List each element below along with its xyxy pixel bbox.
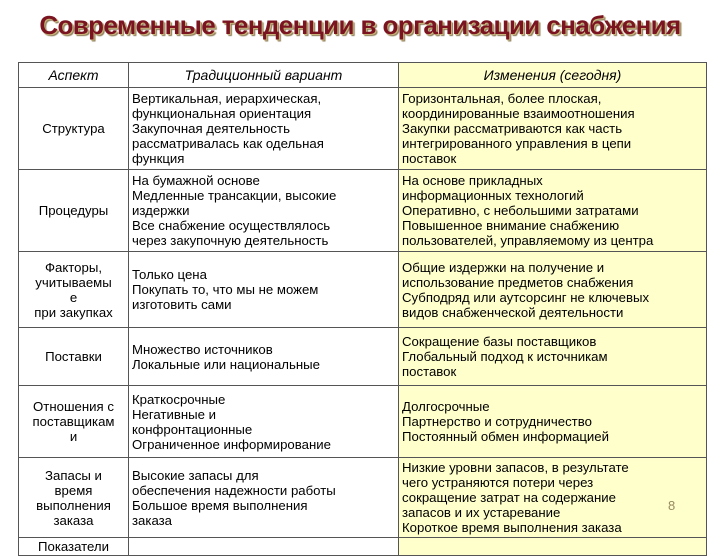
cell-line: Низкие уровни запасов, в результате bbox=[402, 460, 629, 475]
header-today: Изменения (сегодня) bbox=[399, 63, 707, 88]
cell-line: издержки bbox=[132, 203, 190, 218]
today-cell bbox=[399, 252, 707, 328]
cell-line: Запасы и bbox=[45, 467, 102, 483]
table-row bbox=[19, 458, 707, 538]
traditional-cell bbox=[129, 386, 399, 458]
cell-line: конфронтационные bbox=[132, 421, 253, 437]
cell-line: запасов и их устаревание bbox=[402, 505, 561, 520]
header-aspect: Аспект bbox=[19, 63, 129, 88]
cell-line: заказа bbox=[53, 512, 94, 528]
cell-line: координированные взаимоотношения bbox=[402, 106, 635, 121]
cell-line: Краткосрочные bbox=[132, 391, 226, 407]
today-cell bbox=[399, 88, 707, 170]
cell-line: Все снабжение осуществлялось bbox=[132, 218, 331, 233]
cell-line: Долгосрочные bbox=[402, 399, 490, 414]
table-row bbox=[19, 328, 707, 386]
aspect-cell bbox=[19, 170, 129, 252]
cell-line: Процедуры bbox=[38, 203, 109, 218]
cell-line: обеспечения надежности работы bbox=[132, 482, 336, 498]
cell-line: функциональная ориентация bbox=[132, 106, 312, 121]
table-row bbox=[19, 170, 707, 252]
cell-line: Структура bbox=[42, 121, 105, 136]
aspect-cell bbox=[19, 458, 129, 538]
aspect-cell bbox=[19, 88, 129, 170]
cell-line: Отношения с bbox=[33, 399, 114, 414]
cell-line: поставок bbox=[402, 364, 457, 379]
today-cell bbox=[399, 170, 707, 252]
traditional-cell bbox=[129, 252, 399, 328]
cell-line: Поставки bbox=[45, 349, 102, 364]
cell-line: сокращение затрат на содержание bbox=[402, 490, 616, 505]
cell-line: поставщикам bbox=[32, 414, 115, 429]
today-cell bbox=[399, 386, 707, 458]
cell-line: заказа bbox=[132, 512, 173, 528]
cell-line: Большое время выполнения bbox=[132, 497, 308, 513]
cell-line: Партнерство и сотрудничество bbox=[402, 414, 592, 429]
cell-line: использование предметов снабжения bbox=[402, 274, 634, 290]
cell-line: Негативные и bbox=[132, 406, 216, 422]
cell-line: Глобальный подход к источникам bbox=[402, 349, 608, 364]
cell-line: Закупочная деятельность bbox=[132, 121, 290, 136]
today-cell bbox=[399, 328, 707, 386]
aspect-cell bbox=[19, 252, 129, 328]
traditional-cell bbox=[129, 328, 399, 386]
cell-line: Субподряд или аутсорсинг не ключевых bbox=[402, 289, 650, 305]
slide-title: Современные тенденции в организации снабжения bbox=[39, 10, 681, 40]
cell-line: через закупочную деятельность bbox=[132, 233, 329, 248]
cell-line: Множество источников bbox=[132, 341, 273, 357]
aspect-cell bbox=[19, 328, 129, 386]
cell-line: изготовить сами bbox=[132, 297, 232, 312]
cell-line: Закупки рассматриваются как часть bbox=[402, 121, 623, 136]
cell-line: Оперативно, с небольшими затратами bbox=[402, 203, 639, 218]
table-row bbox=[19, 88, 707, 170]
cell-line: поставок bbox=[402, 151, 457, 166]
page-number: 8 bbox=[668, 498, 676, 513]
comparison-table bbox=[18, 62, 707, 556]
aspect-cell bbox=[19, 538, 129, 556]
cell-line: информационных технологий bbox=[402, 188, 584, 203]
cell-line: Показатели bbox=[38, 539, 109, 554]
cell-line: при закупках bbox=[34, 304, 113, 320]
cell-line: Ограниченное информирование bbox=[132, 436, 331, 452]
cell-line: видов снабженческой деятельности bbox=[402, 304, 624, 320]
table-row bbox=[19, 252, 707, 328]
cell-line: рассматривалась как одельная bbox=[132, 136, 324, 151]
cell-line: учитываемы bbox=[35, 274, 112, 290]
cell-line: функция bbox=[132, 151, 185, 166]
cell-line: Локальные или национальные bbox=[132, 356, 320, 372]
cell-line: чего устраняются потери через bbox=[402, 475, 594, 490]
cell-line: Короткое время выполнения заказа bbox=[402, 520, 622, 535]
table-body bbox=[19, 88, 707, 556]
aspect-cell bbox=[19, 386, 129, 458]
cell-line: Общие издержки на получение и bbox=[402, 259, 605, 275]
cell-line: выполнения bbox=[36, 497, 111, 513]
cell-line: На бумажной основе bbox=[132, 173, 260, 188]
cell-line: Повышенное внимание снабжению bbox=[402, 218, 620, 233]
cell-line: е bbox=[69, 289, 78, 305]
cell-line: Только цена bbox=[132, 267, 207, 282]
cell-line: и bbox=[69, 429, 78, 444]
cell-line: Горизонтальная, более плоская, bbox=[402, 91, 602, 106]
table-row bbox=[19, 386, 707, 458]
cell-line: Факторы, bbox=[45, 259, 102, 275]
table-header-row bbox=[19, 63, 707, 88]
cell-line: Высокие запасы для bbox=[132, 467, 259, 483]
traditional-cell bbox=[129, 170, 399, 252]
today-cell bbox=[399, 458, 707, 538]
cell-line: Сокращение базы поставщиков bbox=[402, 334, 597, 349]
traditional-cell bbox=[129, 538, 399, 556]
header-traditional: Традиционный вариант bbox=[129, 63, 399, 88]
cell-line: Покупать то, что мы не можем bbox=[132, 282, 319, 297]
cell-line: На основе прикладных bbox=[402, 173, 543, 188]
today-cell bbox=[399, 538, 707, 556]
table-row bbox=[19, 538, 707, 556]
traditional-cell bbox=[129, 88, 399, 170]
cell-line: интегрированного управления в цепи bbox=[402, 136, 632, 151]
traditional-cell bbox=[129, 458, 399, 538]
cell-line: Постоянный обмен информацией bbox=[402, 429, 609, 444]
cell-line: пользователей, управляемому из центра bbox=[402, 233, 654, 248]
cell-line: Медленные трансакции, высокие bbox=[132, 188, 337, 203]
cell-line: время bbox=[54, 482, 93, 498]
cell-line: Вертикальная, иерархическая, bbox=[132, 91, 322, 106]
